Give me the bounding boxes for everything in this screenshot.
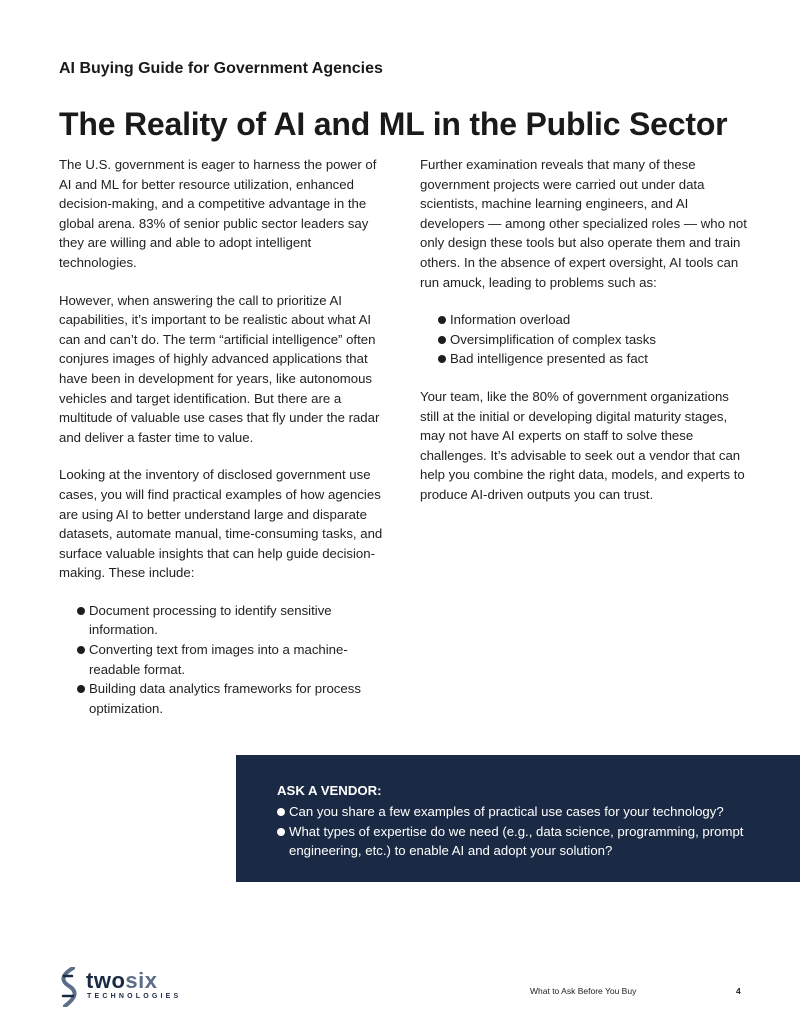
helix-logo-icon [58, 967, 80, 1007]
logo-wordmark [86, 968, 157, 994]
ask-a-vendor-box [236, 755, 800, 882]
twosix-logo [58, 967, 188, 1009]
list-item: Information overload [438, 310, 750, 330]
list-item: Can you share a few examples of practical use cases for your technology? [277, 802, 780, 822]
paragraph: However, when answering the call to prioritize AI capabilities, it’s important to be realistic about what AI can and can’t do. The term “artificial intelligence” often conjures images of highly advanced applications that have been in development for years, like autonomous vehicles and target identification. But there are a multitude of valuable use cases that fly under the radar and deliver a faster time to value. [59, 292, 380, 445]
vendor-box-title: ASK A VENDOR: [277, 783, 382, 798]
left-column [59, 155, 384, 736]
vendor-question-list [277, 802, 780, 861]
paragraph: Your team, like the 80% of government organizations still at the initial or developing digital maturity stages, may not have AI experts on staff to solve these challenges. It’s advisable to seek out a vendor that can help you combine the right data, models, and experts to produce AI-driven outputs you can trust. [420, 388, 745, 502]
list-item: Bad intelligence presented as fact [438, 349, 750, 369]
paragraph: The U.S. government is eager to harness the power of AI and ML for better resource utilization, enhanced decision-making, and a competitive advantage in the global arena. 83% of senior public sector leaders say they are willing and able to adopt intelligent technologies. [59, 157, 377, 270]
page-title: The Reality of AI and ML in the Public Sector [59, 106, 728, 142]
logo-word-six: six [125, 968, 158, 993]
logo-subtitle: TECHNOLOGIES [87, 993, 182, 1000]
paragraph: Looking at the inventory of disclosed government use cases, you will find practical examples of how agencies are using AI to better understand large and disparate datasets, automate manual, time-consuming tasks, and surface valuable insights that can help guide decision-making. These include: [59, 467, 383, 581]
problem-list [420, 310, 750, 369]
list-item: What types of expertise do we need (e.g., data science, programming, prompt engineering, etc.) to enable AI and adopt your solution? [277, 822, 780, 862]
use-case-list [59, 601, 384, 719]
list-item: Document processing to identify sensitive information. [77, 601, 384, 640]
list-item: Building data analytics frameworks for process optimization. [77, 679, 384, 718]
guide-kicker: AI Buying Guide for Government Agencies [59, 60, 383, 77]
list-item: Converting text from images into a machine-readable format. [77, 640, 384, 679]
paragraph: Further examination reveals that many of these government projects were carried out under data scientists, machine learning engineers, and AI developers — among other specialized roles — who not only design these tools but also operate them and train others. In the absence of expert oversight, AI tools can run amuck, leading to problems such as: [420, 157, 747, 290]
logo-word-two: two [86, 968, 126, 993]
right-column [420, 155, 750, 523]
page-number: 4 [736, 986, 741, 996]
list-item: Oversimplification of complex tasks [438, 330, 750, 350]
footer-doc-title: What to Ask Before You Buy [530, 986, 637, 996]
